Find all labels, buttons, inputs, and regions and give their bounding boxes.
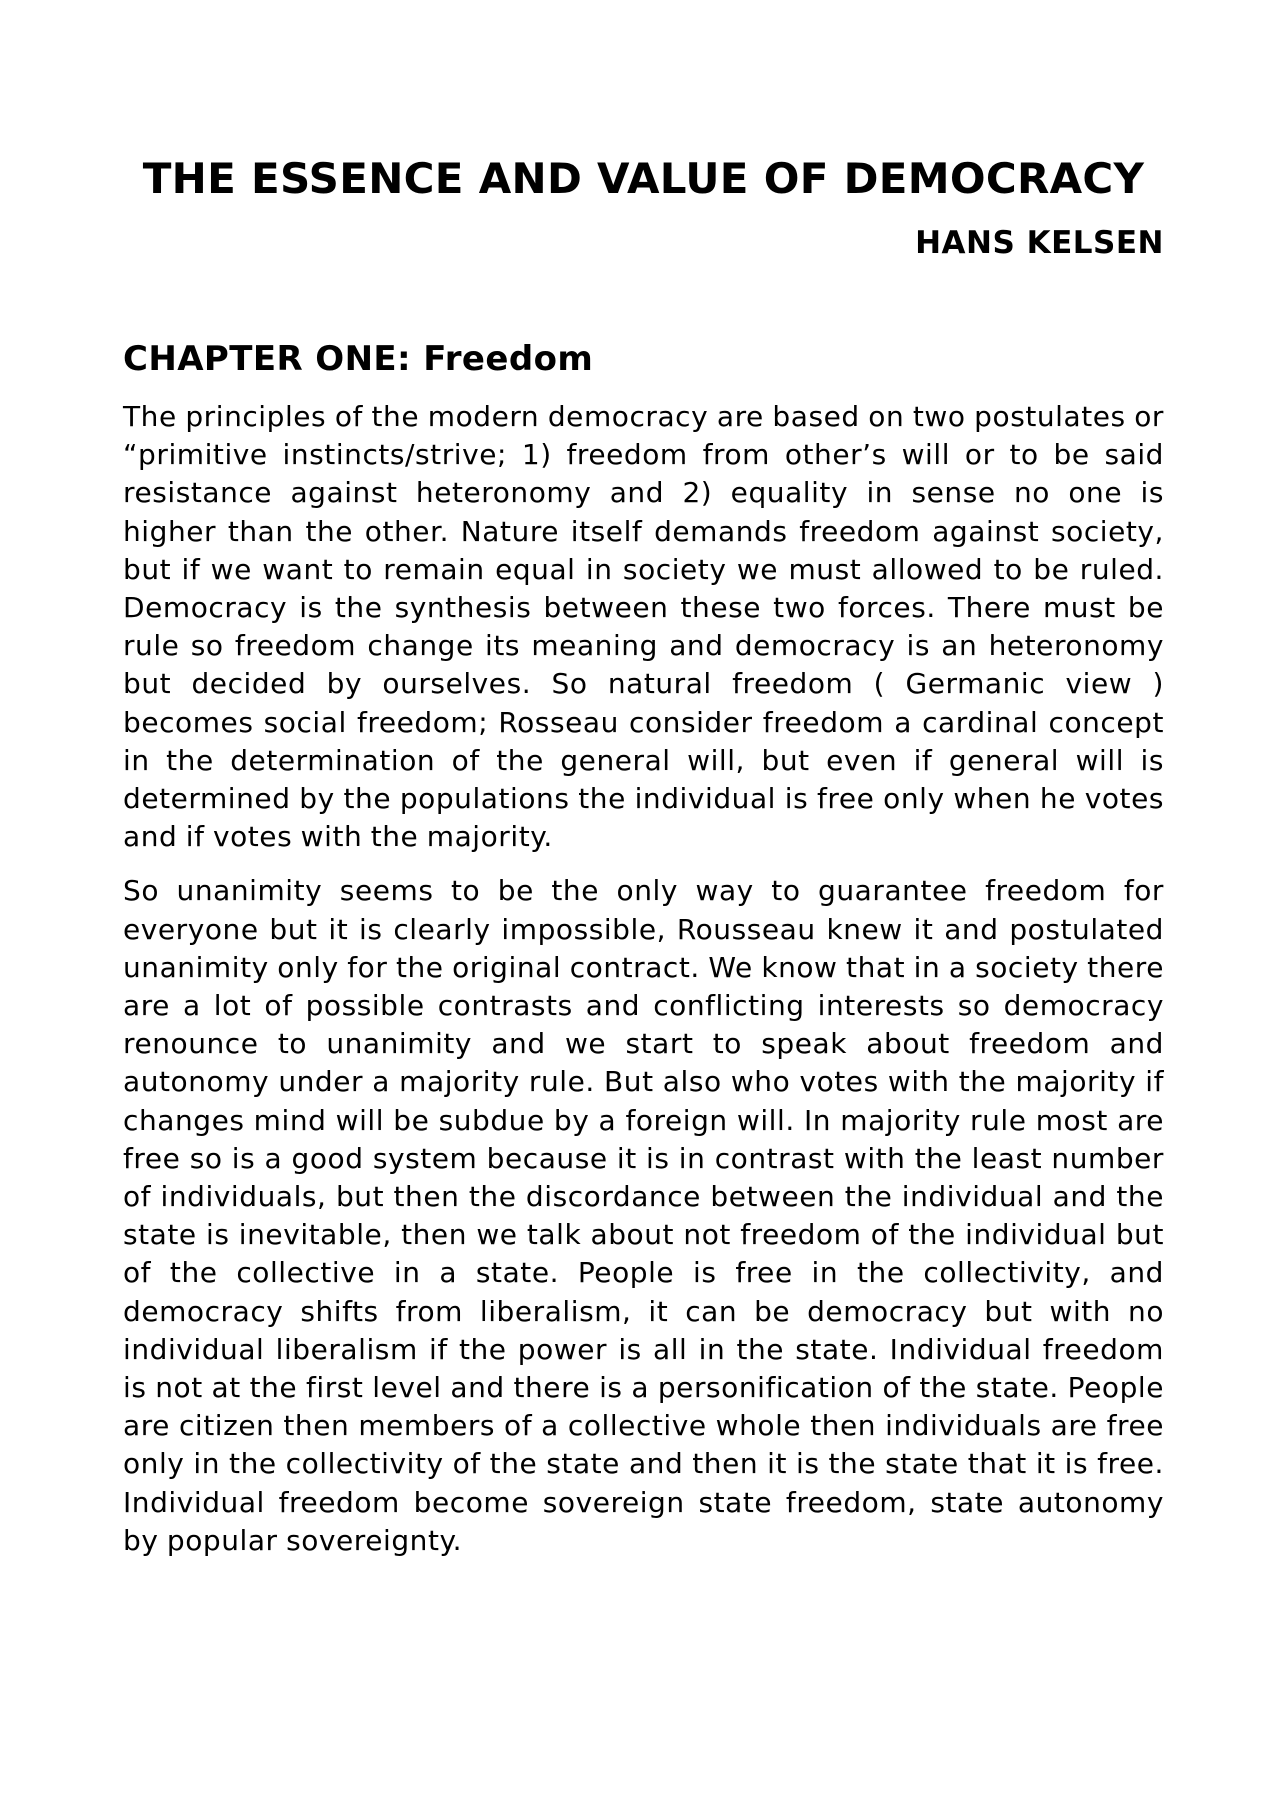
chapter-heading: CHAPTER ONE: Freedom bbox=[123, 339, 594, 379]
paragraph: The principles of the modern democracy are based on two postulates or “primitive instincts/strive; 1) freedom from other’s will or to be said resistance against heteronomy and 2) equality in sense no one is higher than the other. Nature itself demands freedom against society, but if we want to remain equal in society we must allowed to be ruled. Democracy is the synthesis between these two forces. There must be rule so freedom change its meaning and democracy is an heteronomy but decided by ourselves. So natural freedom ( Germanic view ) becomes social freedom; Rosseau consider freedom a cardinal concept in the determination of the general will, but even if general will is determined by the populations the individual is free only when he votes and if votes with the majority. bbox=[123, 400, 1164, 854]
paragraph: So unanimity seems to be the only way to guarantee freedom for everyone but it is clearly impossible, Rousseau knew it and postulated unanimity only for the original contract. We know that in a society there are a lot of possible contrasts and conflicting interests so democracy renounce to unanimity and we start to speak about freedom and autonomy under a majority rule. But also who votes with the majority if changes mind will be subdue by a foreign will. In majority rule most are free so is a good system because it is in contrast with the least number of individuals, but then the discordance between the individual and the state is inevitable, then we talk about not freedom of the individual but of the collective in a state. People is free in the collectivity, and democracy shifts from liberalism, it can be democracy but with no individual liberalism if the power is all in the state. Individual freedom is not at the first level and there is a personification of the state. People are citizen then members of a collective whole then individuals are free only in the collectivity of the state and then it is the state that it is free. Individual freedom become sovereign state freedom, state autonomy by popular sovereignty. bbox=[123, 874, 1164, 1557]
document-title: THE ESSENCE AND VALUE OF DEMOCRACY bbox=[142, 154, 1145, 203]
author-name: HANS KELSEN bbox=[915, 225, 1164, 261]
document-page bbox=[123, 150, 1164, 1560]
